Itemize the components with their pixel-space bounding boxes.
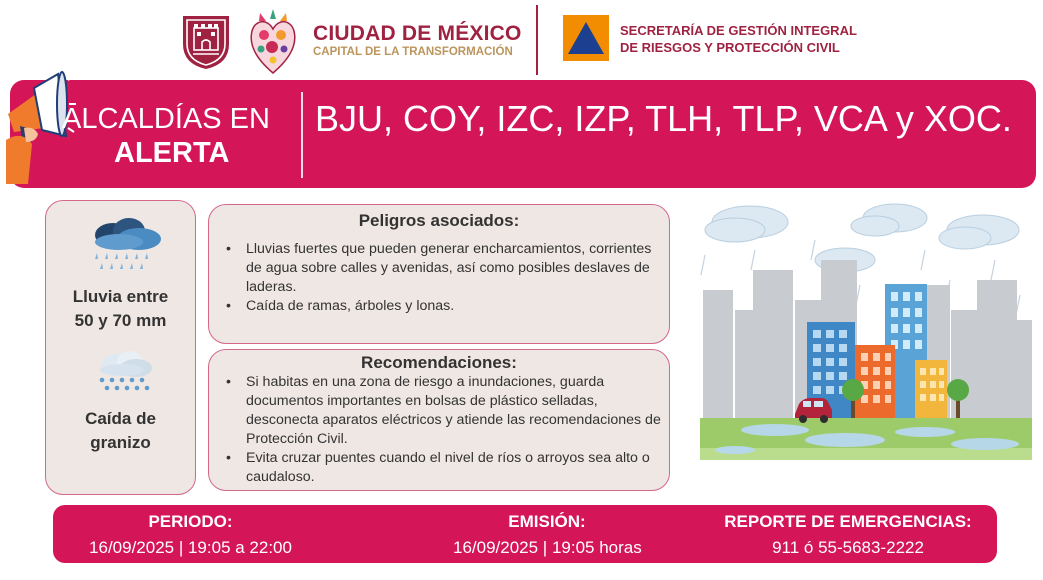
secretaria-name: [620, 22, 857, 56]
list-item: • Si habitas en una zona de riesgo a inundaciones, guarda documentos importantes en bolsas de plástico selladas, desconecta aparatos eléctricos y atiende las recomendaciones de Protección Civil.: [224, 373, 669, 449]
alert-label: [62, 102, 292, 170]
emision-value: 16/09/2025 | 19:05 horas: [453, 538, 642, 557]
hail-label: [45, 407, 196, 455]
alert-label-line2: ALERTA: [114, 137, 230, 169]
peligros-card: [208, 204, 670, 344]
cdmx-shield-logo: [181, 14, 231, 70]
rain-cloud-icon: [83, 215, 167, 273]
recomendaciones-title: Recomendaciones:: [361, 353, 517, 372]
footer-bar: [53, 505, 997, 563]
rain-label-line2: 50 y 70 mm: [74, 311, 167, 330]
peligros-title: Peligros asociados:: [358, 211, 520, 230]
emision-block: [453, 511, 641, 559]
proteccion-civil-triangle-logo: [563, 15, 609, 61]
emision-label: EMISIÓN:: [508, 512, 586, 531]
list-item: • Caída de ramas, árboles y lonas.: [224, 297, 669, 316]
cdmx-title: CIUDAD DE MÉXICO: [313, 22, 522, 45]
periodo-value: 16/09/2025 | 19:05 a 22:00: [89, 538, 292, 557]
recomendaciones-card: [208, 349, 670, 491]
banner-divider: [301, 92, 303, 178]
cdmx-heart-logo: [246, 5, 300, 77]
peligros-list: [209, 240, 669, 316]
list-item: • Evita cruzar puentes cuando el nivel de ríos o arroyos sea alto o caudaloso.: [224, 449, 669, 487]
periodo-block: [68, 511, 313, 559]
reporte-block: [713, 511, 983, 559]
list-item: • Lluvias fuertes que pueden generar encharcamientos, corrientes de agua sobre calles y avenidas, así como posibles deslaves de laderas.: [224, 240, 669, 297]
reporte-label: REPORTE DE EMERGENCIAS:: [724, 512, 972, 531]
secretaria-line1: SECRETARÍA DE GESTIÓN INTEGRAL: [620, 23, 857, 38]
rain-label-line1: Lluvia entre: [72, 287, 169, 306]
recomendaciones-list: [209, 373, 669, 487]
rainy-city-illustration: [695, 200, 1035, 490]
hail-label-line1: Caída de: [85, 409, 156, 428]
alert-label-line1: ALCALDÍAS EN: [62, 103, 270, 135]
alcaldias-list: BJU, COY, IZC, IZP, TLH, TLP, VCA y XOC.: [315, 98, 1012, 139]
cdmx-subtitle: CAPITAL DE LA TRANSFORMACIÓN: [313, 46, 513, 58]
secretaria-line2: DE RIESGOS Y PROTECCIÓN CIVIL: [620, 40, 840, 55]
reporte-value: 911 ó 55-5683-2222: [772, 538, 924, 557]
hail-label-line2: granizo: [90, 433, 151, 452]
header-divider: [536, 5, 538, 75]
periodo-label: PERIODO:: [148, 512, 233, 531]
rain-label: [45, 285, 196, 333]
hail-cloud-icon: [92, 350, 156, 396]
header: [0, 0, 1043, 80]
